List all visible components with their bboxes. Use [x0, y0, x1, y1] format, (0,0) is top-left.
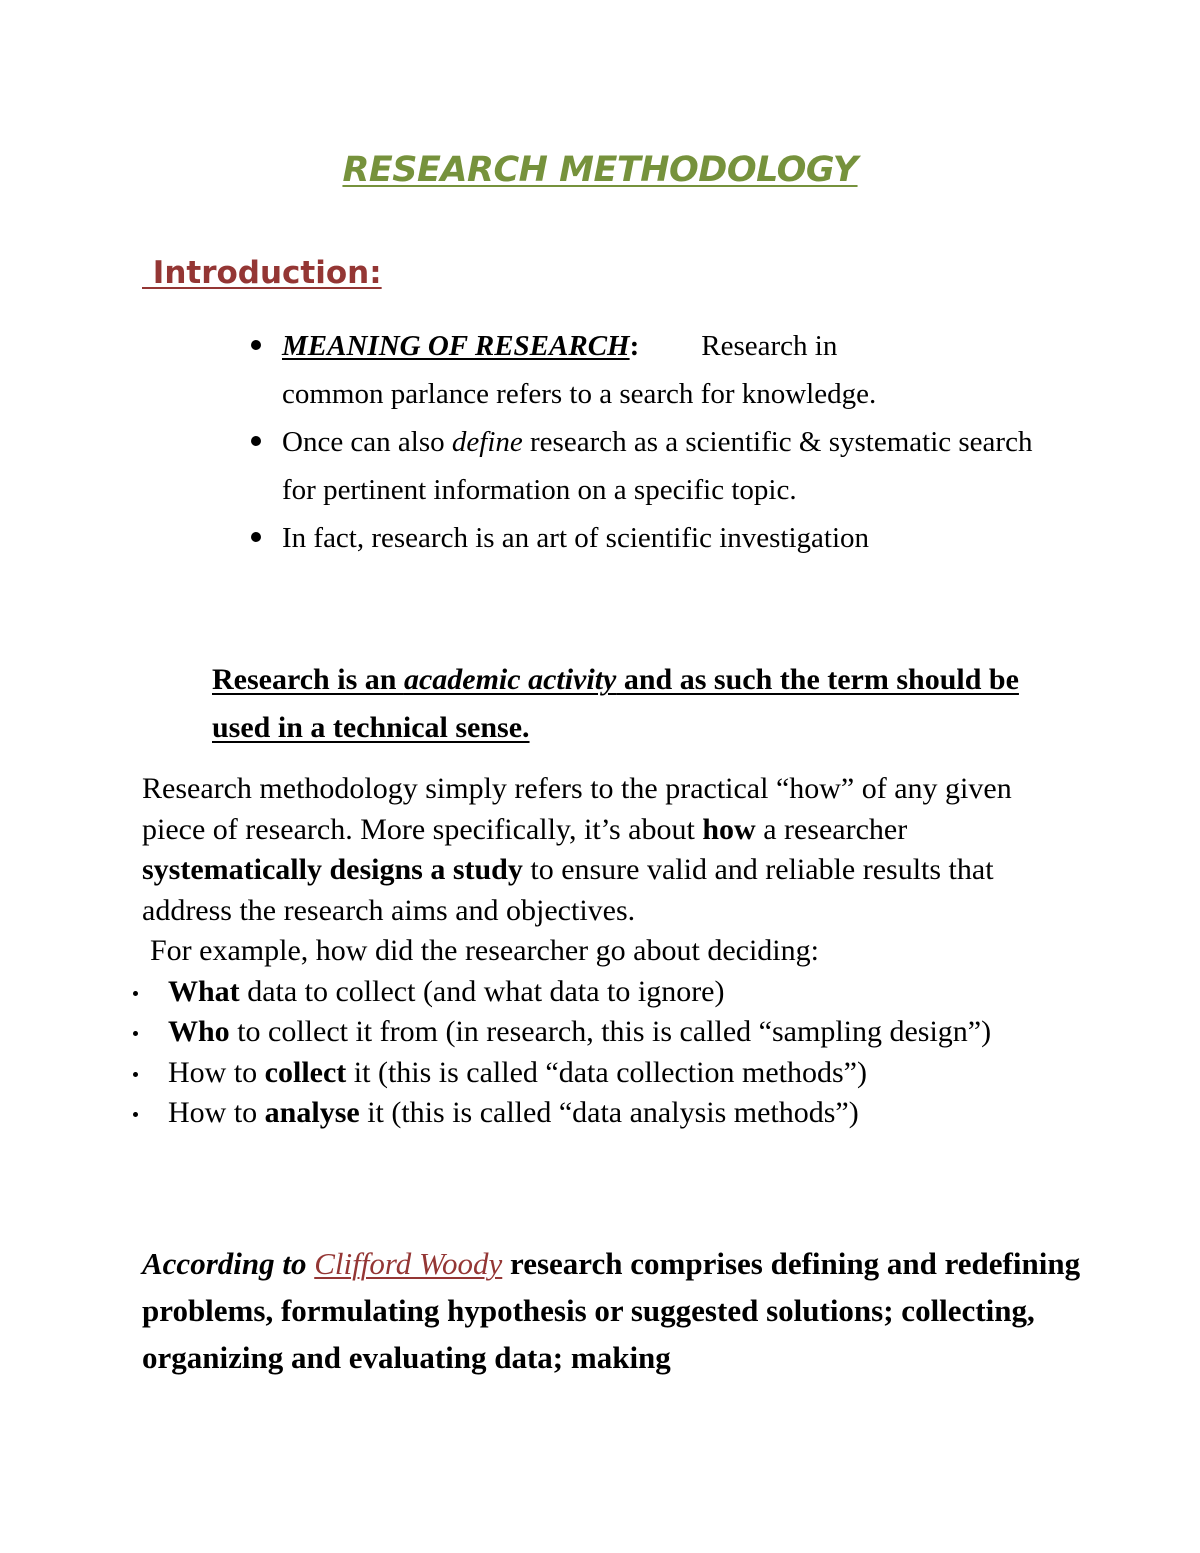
- list-item: [246, 322, 1046, 418]
- list-item: [246, 514, 1046, 562]
- list-item: [246, 418, 1046, 514]
- fact-text: In fact, research is an art of scientific investigation: [282, 522, 870, 554]
- introduction-heading: Introduction:: [142, 255, 382, 291]
- academic-activity-heading: [212, 656, 1032, 752]
- bold-designs-study: systematically designs a study: [142, 853, 523, 886]
- introduction-list: [246, 322, 1046, 562]
- bullet-icon: [251, 340, 261, 350]
- bold-who: Who: [168, 1015, 230, 1048]
- list-item: What data to collect (and what data to ignore): [142, 972, 1082, 1013]
- quote-lead: According to: [142, 1246, 315, 1281]
- list-item: How to collect it (this is called “data collection methods”): [142, 1053, 1082, 1094]
- paragraph-text: Research methodology simply refers to the practical “how” of any given piece of research. More specifically, it’s about: [142, 772, 1012, 846]
- meaning-text-first: Research in: [701, 330, 838, 362]
- sub-heading-post: and as such the term should be used in a technical sense.: [212, 663, 1019, 744]
- term-colon: :: [629, 330, 640, 362]
- bullet-icon: [133, 1031, 138, 1036]
- bold-how: how: [702, 812, 756, 846]
- methodology-paragraph: [142, 769, 1082, 931]
- bullet-icon: [133, 1112, 138, 1117]
- quote-text: research comprises defining and redefining problems, formulating hypothesis or suggested solutions; collecting, organizing and evaluating data; making: [142, 1246, 1081, 1375]
- meaning-term: MEANING OF RESEARCH: [282, 330, 630, 362]
- document-title: RESEARCH METHODOLOGY: [342, 150, 858, 190]
- bold-analyse: analyse: [264, 1096, 360, 1129]
- bullet-icon: [251, 532, 261, 542]
- sub-heading-pre: Research is an: [212, 663, 404, 696]
- list-item: How to analyse it (this is called “data analysis methods”): [142, 1093, 1082, 1134]
- example-intro: For example, how did the researcher go about deciding:: [150, 934, 819, 967]
- bold-what: What: [168, 974, 240, 1008]
- paragraph-text: a researcher: [755, 812, 908, 846]
- bold-collect: collect: [264, 1055, 347, 1089]
- bullet-icon: [133, 991, 138, 996]
- deciding-list: [142, 972, 1082, 1134]
- define-text-pre: Once can also: [282, 426, 452, 458]
- define-text-post: research as a scientific & systematic search for pertinent information on a specific topic.: [282, 426, 1033, 506]
- sub-heading-emphasis: academic activity: [403, 663, 617, 696]
- paragraph-text: to ensure valid and reliable results that address the research aims and objectives.: [142, 853, 994, 927]
- bullet-icon: [133, 1072, 138, 1077]
- methodology-section: [142, 769, 1082, 1134]
- define-emphasis: define: [451, 426, 523, 458]
- list-item: Who to collect it from (in research, this is called “sampling design”): [142, 1012, 1082, 1053]
- clifford-woody-quote: [142, 1240, 1082, 1381]
- author-name: Clifford Woody: [314, 1246, 503, 1281]
- meaning-text-rest: common parlance refers to a search for knowledge.: [282, 378, 877, 410]
- bullet-icon: [251, 436, 261, 446]
